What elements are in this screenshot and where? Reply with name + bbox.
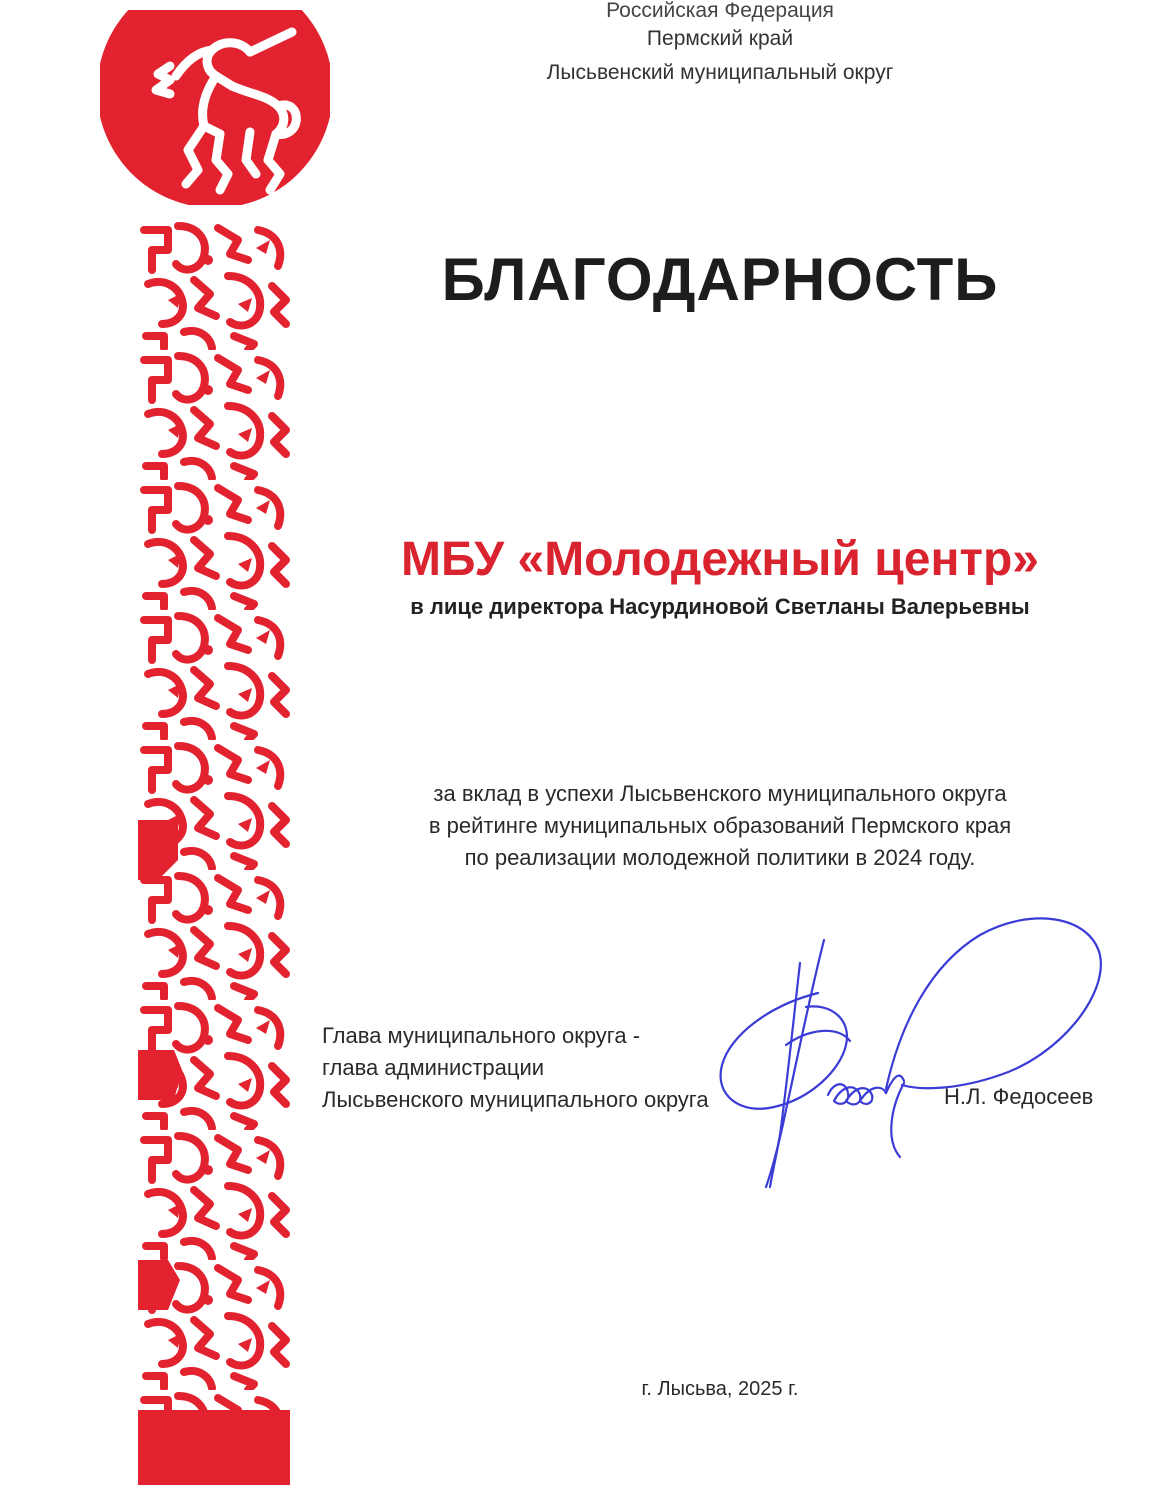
- gratitude-line: по реализации молодежной политики в 2024 году.: [464, 845, 976, 870]
- signatory-position-line: Лысьвенского муниципального округа: [322, 1087, 709, 1112]
- document-title: БЛАГОДАРНОСТЬ: [441, 246, 999, 313]
- signatory-name: Н.Л. Федосеев: [944, 1084, 1094, 1109]
- unicorn-ornament-band: [138, 220, 290, 1485]
- gratitude-line: за вклад в успехи Лысьвенского муниципального округа: [433, 781, 1007, 806]
- signatory-position-line: глава администрации: [322, 1055, 545, 1080]
- signatory-position: [322, 1020, 709, 1116]
- handwritten-signature: [690, 895, 1110, 1195]
- recipient-organization: МБУ «Молодежный центр»: [401, 533, 1039, 586]
- header-district: Лысьвенский муниципальный округ: [546, 61, 894, 84]
- header-region: Российская Федерация Пермский край: [420, 22, 1020, 56]
- signatory-position-line: Глава муниципального округа -: [322, 1023, 641, 1048]
- gratitude-text: [330, 778, 1110, 874]
- header-country: Российская Федерация: [606, 0, 834, 22]
- unicorn-emblem-icon: [100, 10, 330, 205]
- recipient-representative: в лице директора Насурдиновой Светланы Валерьевны: [410, 594, 1030, 619]
- place-and-date: г. Лысьва, 2025 г.: [641, 1378, 799, 1400]
- gratitude-line: в рейтинге муниципальных образований Пермского края: [428, 813, 1012, 838]
